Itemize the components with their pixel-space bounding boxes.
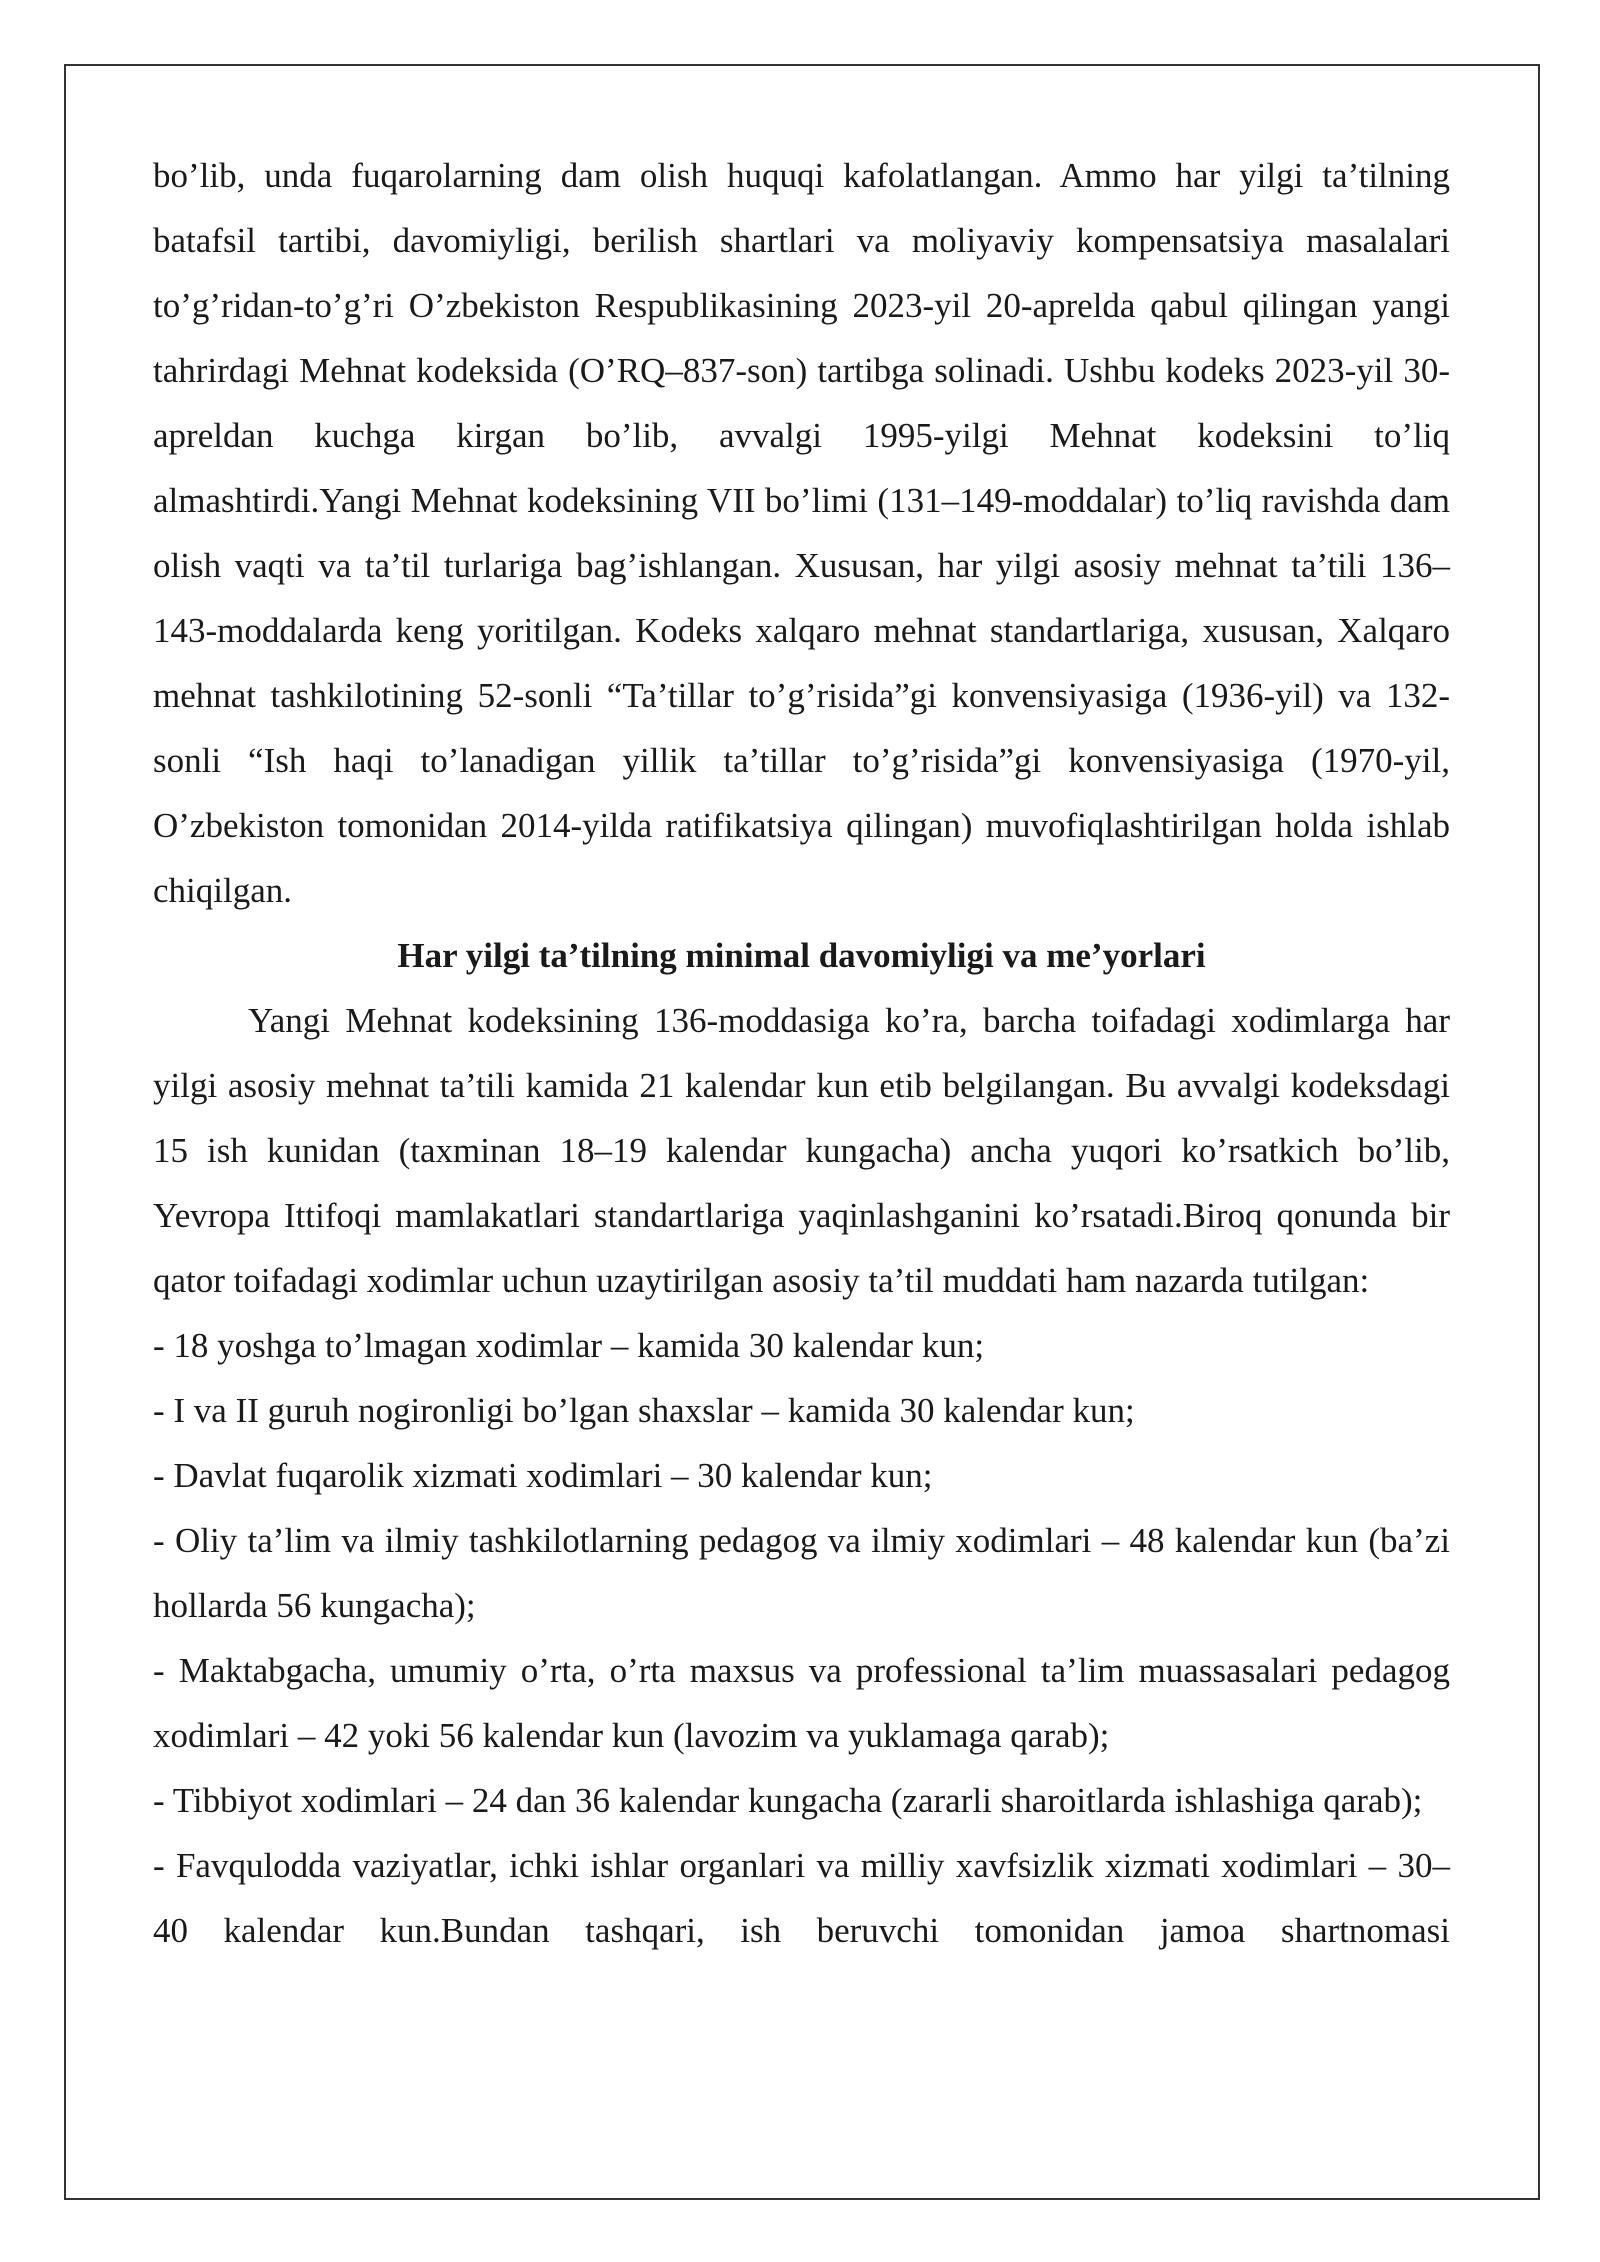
paragraph-minimum-duration: Yangi Mehnat kodeksining 136-moddasiga ko’ra, barcha toifadagi xodimlarga har yilgi asosiy mehnat ta’tili kamida 21 kalendar kun etib belgilangan. Bu avvalgi kodeksdagi 15 ish kunidan (taxminan 18–19 kalendar kungacha) ancha yuqori ko’rsatkich bo’lib, Yevropa Ittifoqi mamlakatlari standartlariga yaqinlashganini ko’rsatadi.Biroq qonunda bir qator toifadagi xodimlar uchun uzaytirilgan asosiy ta’til muddati ham nazarda tutilgan: <box>153 1001 1450 1300</box>
employee-category-list <box>153 1313 1450 1963</box>
list-item: - Oliy ta’lim va ilmiy tashkilotlarning pedagog va ilmiy xodimlari – 48 kalendar kun (ba’zi hollarda 56 kungacha); <box>153 1521 1450 1625</box>
list-item: - Tibbiyot xodimlari – 24 dan 36 kalendar kungacha (zararli sharoitlarda ishlashiga qarab); <box>153 1781 1423 1820</box>
list-item: - I va II guruh nogironligi bo’lgan shaxslar – kamida 30 kalendar kun; <box>153 1391 1135 1430</box>
paragraph-intro: bo’lib, unda fuqarolarning dam olish huquqi kafolatlangan. Ammo har yilgi ta’tilning batafsil tartibi, davomiyligi, berilish shartlari va moliyaviy kompensatsiya masalalari to’g’ridan-to’g’ri O’zbekiston Respublikasining 2023-yil 20-aprelda qabul qilingan yangi tahrirdagi Mehnat kodeksida (O’RQ–837-son) tartibga solinadi. Ushbu kodeks 2023-yil 30-apreldan kuchga kirgan bo’lib, avvalgi 1995-yilgi Mehnat kodeksini to’liq almashtirdi.Yangi Mehnat kodeksining VII bo’limi (131–149-moddalar) to’liq ravishda dam olish vaqti va ta’til turlariga bag’ishlangan. Xususan, har yilgi asosiy mehnat ta’tili 136–143-moddalarda keng yoritilgan. Kodeks xalqaro mehnat standartlariga, xususan, Xalqaro mehnat tashkilotining 52-sonli “Ta’tillar to’g’risida”gi konvensiyasiga (1936-yil) va 132-sonli “Ish haqi to’lanadigan yillik ta’tillar to’g’risida”gi konvensiyasiga (1970-yil, O’zbekiston tomonidan 2014-yilda ratifikatsiya qilingan) muvofiqlashtirilgan holda ishlab chiqilgan. <box>153 156 1450 910</box>
section-heading: Har yilgi ta’tilning minimal davomiyligi va me’yorlari <box>397 936 1206 975</box>
list-item: - Davlat fuqarolik xizmati xodimlari – 30 kalendar kun; <box>153 1456 933 1495</box>
list-item: - Favqulodda vaziyatlar, ichki ishlar organlari va milliy xavfsizlik xizmati xodimlari – 30–40 kalendar kun.Bundan tashqari, ish beruvchi tomonidan jamoa shartnomasi <box>153 1846 1450 1950</box>
list-item: - Maktabgacha, umumiy o’rta, o’rta maxsus va professional ta’lim muassasalari pedagog xodimlari – 42 yoki 56 kalendar kun (lavozim va yuklamaga qarab); <box>153 1651 1450 1755</box>
document-body <box>153 143 1450 1963</box>
list-item: - 18 yoshga to’lmagan xodimlar – kamida 30 kalendar kun; <box>153 1326 985 1365</box>
